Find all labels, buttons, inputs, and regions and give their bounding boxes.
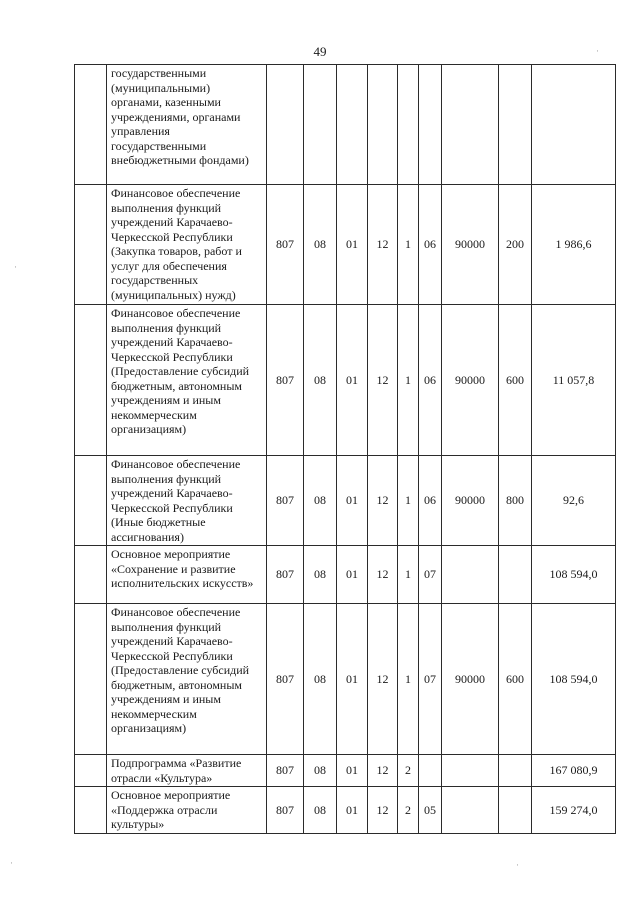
direction-code-cell	[442, 787, 499, 834]
subprogram-code-cell: 1	[398, 305, 419, 456]
item-name-cell: Финансовое обеспечение выполнения функций учреждений Карачаево-Черкесской Республики (Иные бюджетные ассигнования)	[107, 456, 267, 546]
amount-cell: 167 080,9	[532, 755, 616, 787]
admin-code-cell: 807	[267, 546, 304, 604]
expense-type-cell: 600	[499, 305, 532, 456]
row-number-cell	[75, 65, 107, 185]
item-name-cell: Финансовое обеспечение выполнения функций учреждений Карачаево-Черкесской Республики (Предоставление субсидий бюджетным, автономным учреждениям и иным некоммерческим организациям)	[107, 305, 267, 456]
program-code-cell: 12	[368, 787, 398, 834]
program-code-cell: 12	[368, 305, 398, 456]
table-row	[75, 185, 616, 305]
scan-speck: ·	[14, 262, 17, 272]
main-activity-code-cell: 06	[419, 456, 442, 546]
page-number: 49	[313, 44, 327, 59]
admin-code-cell: 807	[267, 456, 304, 546]
main-activity-code-cell: 07	[419, 604, 442, 755]
item-name-cell: государственными (муниципальными) органами, казенными учреждениями, органами управления государственными внебюджетными фондами)	[107, 65, 267, 185]
admin-code-cell: 807	[267, 755, 304, 787]
table-row	[75, 755, 616, 787]
row-number-cell	[75, 305, 107, 456]
item-name-cell: Подпрограмма «Развитие отрасли «Культура»	[107, 755, 267, 787]
subsection-code-cell: 01	[337, 456, 368, 546]
direction-code-cell	[442, 65, 499, 185]
expense-type-cell: 200	[499, 185, 532, 305]
row-number-cell	[75, 456, 107, 546]
section-code-cell: 08	[304, 755, 337, 787]
subprogram-code-cell: 1	[398, 185, 419, 305]
scan-speck: ·	[10, 858, 13, 868]
amount-cell: 1 986,6	[532, 185, 616, 305]
admin-code-cell: 807	[267, 305, 304, 456]
amount-cell: 92,6	[532, 456, 616, 546]
row-number-cell	[75, 185, 107, 305]
amount-cell: 108 594,0	[532, 546, 616, 604]
program-code-cell: 12	[368, 185, 398, 305]
table-row	[75, 604, 616, 755]
program-code-cell: 12	[368, 456, 398, 546]
main-activity-code-cell: 05	[419, 787, 442, 834]
direction-code-cell	[442, 755, 499, 787]
budget-table	[74, 64, 616, 834]
subsection-code-cell: 01	[337, 604, 368, 755]
row-number-cell	[75, 755, 107, 787]
subprogram-code-cell: 2	[398, 787, 419, 834]
expense-type-cell	[499, 65, 532, 185]
section-code-cell: 08	[304, 604, 337, 755]
program-code-cell: 12	[368, 546, 398, 604]
section-code-cell: 08	[304, 456, 337, 546]
item-name-cell: Основное мероприятие «Сохранение и развитие исполнительских искусств»	[107, 546, 267, 604]
row-number-cell	[75, 546, 107, 604]
subprogram-code-cell: 2	[398, 755, 419, 787]
direction-code-cell: 90000	[442, 604, 499, 755]
subprogram-code-cell: 1	[398, 456, 419, 546]
subsection-code-cell: 01	[337, 185, 368, 305]
amount-cell	[532, 65, 616, 185]
table-row	[75, 65, 616, 185]
subsection-code-cell	[337, 65, 368, 185]
item-name-cell: Финансовое обеспечение выполнения функций учреждений Карачаево-Черкесской Республики (Закупка товаров, работ и услуг для обеспечения государственных (муниципальных) нужд)	[107, 185, 267, 305]
direction-code-cell: 90000	[442, 185, 499, 305]
item-name-cell: Основное мероприятие «Поддержка отрасли культуры»	[107, 787, 267, 834]
amount-cell: 11 057,8	[532, 305, 616, 456]
subsection-code-cell: 01	[337, 787, 368, 834]
subsection-code-cell: 01	[337, 305, 368, 456]
main-activity-code-cell: 06	[419, 305, 442, 456]
scan-speck: ·	[516, 860, 519, 870]
subsection-code-cell: 01	[337, 755, 368, 787]
direction-code-cell: 90000	[442, 456, 499, 546]
expense-type-cell	[499, 787, 532, 834]
table-row	[75, 546, 616, 604]
admin-code-cell	[267, 65, 304, 185]
subsection-code-cell: 01	[337, 546, 368, 604]
direction-code-cell: 90000	[442, 305, 499, 456]
item-name-cell: Финансовое обеспечение выполнения функций учреждений Карачаево-Черкесской Республики (Предоставление субсидий бюджетным, автономным учреждениям и иным некоммерческим организациям)	[107, 604, 267, 755]
program-code-cell: 12	[368, 604, 398, 755]
subprogram-code-cell	[398, 65, 419, 185]
main-activity-code-cell: 06	[419, 185, 442, 305]
program-code-cell: 12	[368, 755, 398, 787]
row-number-cell	[75, 787, 107, 834]
section-code-cell: 08	[304, 787, 337, 834]
main-activity-code-cell: 07	[419, 546, 442, 604]
expense-type-cell: 600	[499, 604, 532, 755]
admin-code-cell: 807	[267, 604, 304, 755]
section-code-cell	[304, 65, 337, 185]
table-row	[75, 456, 616, 546]
amount-cell: 159 274,0	[532, 787, 616, 834]
admin-code-cell: 807	[267, 787, 304, 834]
main-activity-code-cell	[419, 755, 442, 787]
table-row	[75, 787, 616, 834]
table-row	[75, 305, 616, 456]
subprogram-code-cell: 1	[398, 546, 419, 604]
section-code-cell: 08	[304, 546, 337, 604]
row-number-cell	[75, 604, 107, 755]
expense-type-cell	[499, 546, 532, 604]
direction-code-cell	[442, 546, 499, 604]
subprogram-code-cell: 1	[398, 604, 419, 755]
program-code-cell	[368, 65, 398, 185]
admin-code-cell: 807	[267, 185, 304, 305]
expense-type-cell: 800	[499, 456, 532, 546]
main-activity-code-cell	[419, 65, 442, 185]
amount-cell: 108 594,0	[532, 604, 616, 755]
section-code-cell: 08	[304, 305, 337, 456]
expense-type-cell	[499, 755, 532, 787]
scan-speck: ·	[596, 46, 599, 56]
section-code-cell: 08	[304, 185, 337, 305]
